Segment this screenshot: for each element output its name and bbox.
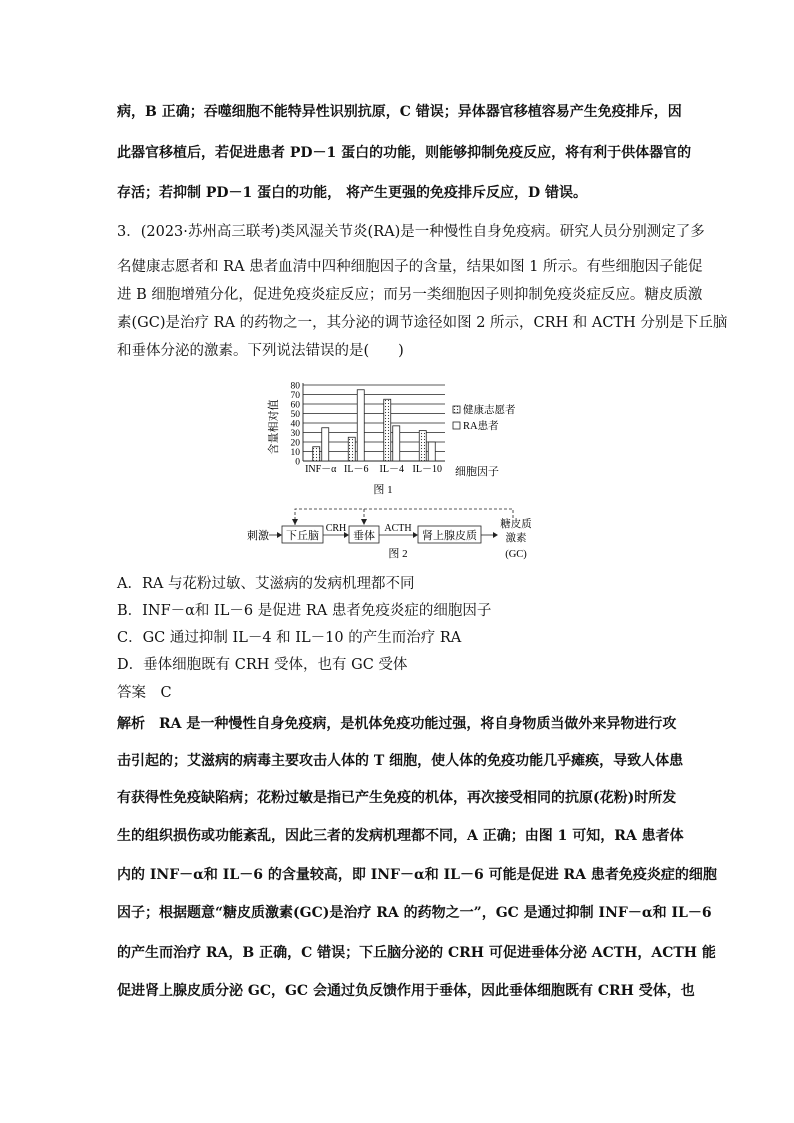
stimulus-label: 刺激 <box>247 530 269 542</box>
option-d: D．垂体细胞既有 CRH 受体，也有 GC 受体 <box>117 657 408 673</box>
figure1-caption: 图 1 <box>373 484 393 496</box>
y-tick-label: 80 <box>290 381 300 392</box>
legend-label-healthy: 健康志愿者 <box>463 405 516 416</box>
bar-ra-2 <box>393 426 400 461</box>
gc-label-line3: (GC) <box>505 549 527 560</box>
hypothalamus-label: 下丘脑 <box>286 530 319 542</box>
bar-ra-0 <box>322 428 329 461</box>
crh-label: CRH <box>325 523 347 534</box>
question-line: 3．(2023·苏州高三联考)类风湿关节炎(RA)是一种慢性自身免疫病。研究人员分别测定了多 <box>117 224 705 240</box>
question-line: 名健康志愿者和 RA 患者血清中四种细胞因子的含量，结果如图 1 所示。有些细胞因子能促 <box>117 259 703 275</box>
legend-swatch-ra <box>453 422 460 429</box>
option-b: B．INF－α和 IL－6 是促进 RA 患者免疫炎症的细胞因子 <box>117 603 492 619</box>
y-tick-label: 60 <box>290 400 300 411</box>
analysis-line: 击引起的；艾滋病的病毒主要攻击人体的 T 细胞，使人体的免疫功能几乎瘫痪，导致人体患 <box>117 753 684 769</box>
adrenal-cortex-label: 肾上腺皮质 <box>422 530 477 542</box>
regulation-diagram <box>243 505 553 565</box>
paragraph-line: 存活；若抑制 PD－1 蛋白的功能， 将产生更强的免疫排斥反应，D 错误。 <box>117 185 588 201</box>
y-tick-label: 10 <box>290 448 300 458</box>
analysis-line: 解析 RA 是一种慢性自身免疫病，是机体免疫功能过强，将自身物质当做外来异物进行攻 <box>117 716 677 732</box>
x-category-label: INF－α <box>305 464 337 475</box>
analysis-line: 的产生而治疗 RA，B 正确，C 错误；下丘脑分泌的 CRH 可促进垂体分泌 ACTH，ACTH 能 <box>117 945 716 961</box>
gc-label-line2: 激素 <box>505 533 527 544</box>
x-category-label: IL－6 <box>344 464 369 475</box>
analysis-line: 因子；根据题意“糖皮质激素(GC)是治疗 RA 的药物之一”，GC 是通过抑制 INF－α和 IL－6 <box>117 905 712 921</box>
paragraph-line: 此器官移植后，若促进患者 PD－1 蛋白的功能，则能够抑制免疫反应，将有利于供体器官的 <box>117 145 692 161</box>
analysis-line: 有获得性免疫缺陷病；花粉过敏是指已产生免疫的机体，再次接受相同的抗原(花粉)时所发 <box>117 790 677 806</box>
x-category-label: IL－4 <box>379 464 404 475</box>
y-axis-label: 含量相对值 <box>268 399 280 455</box>
y-tick-label: 40 <box>290 419 300 430</box>
y-tick-label: 30 <box>290 429 300 439</box>
bar-ra-3 <box>428 442 435 461</box>
bar-healthy-3 <box>419 431 426 461</box>
pituitary-label: 垂体 <box>353 530 375 542</box>
figure2-caption: 图 2 <box>388 548 408 560</box>
x-category-label: IL－10 <box>412 464 442 475</box>
legend-swatch-healthy <box>453 406 460 413</box>
paragraph-line: 病，B 正确；吞噬细胞不能特异性识别抗原，C 错误；异体器官移植容易产生免疫排斥，因 <box>117 104 682 120</box>
question-line: 素(GC)是治疗 RA 的药物之一，其分泌的调节途径如图 2 所示，CRH 和 ACTH 分别是下丘脑 <box>117 315 728 331</box>
bar-healthy-0 <box>313 447 320 461</box>
x-axis-label: 细胞因子 <box>455 466 499 478</box>
y-tick-label: 0 <box>295 457 300 468</box>
option-a: A．RA 与花粉过敏、艾滋病的发病机理都不同 <box>117 576 415 592</box>
legend-label-ra: RA患者 <box>463 421 499 432</box>
bar-healthy-1 <box>348 437 355 461</box>
option-c: C．GC 通过抑制 IL－4 和 IL－10 的产生而治疗 RA <box>117 630 462 646</box>
y-tick-label: 50 <box>290 410 300 420</box>
question-line: 和垂体分泌的激素。下列说法错误的是( ) <box>117 343 404 359</box>
analysis-line: 促进肾上腺皮质分泌 GC，GC 会通过负反馈作用于垂体，因此垂体细胞既有 CRH 受体，也 <box>117 983 695 999</box>
y-tick-label: 70 <box>290 391 300 401</box>
question-line: 进 B 细胞增殖分化，促进免疫炎症反应；而另一类细胞因子则抑制免疫炎症反应。糖皮质激 <box>117 287 703 303</box>
bar-ra-1 <box>357 390 364 461</box>
acth-label: ACTH <box>384 523 412 534</box>
answer: 答案 C <box>117 685 172 701</box>
y-tick-label: 20 <box>290 438 300 449</box>
bar-chart <box>255 375 525 500</box>
analysis-line: 内的 INF－α和 IL－6 的含量较高，即 INF－α和 IL－6 可能是促进 RA 患者免疫炎症的细胞 <box>117 867 717 883</box>
gc-label-line1: 糖皮质 <box>500 519 532 530</box>
analysis-line: 生的组织损伤或功能紊乱，因此三者的发病机理都不同，A 正确；由图 1 可知，RA 患者体 <box>117 828 684 844</box>
bar-healthy-2 <box>384 399 391 461</box>
